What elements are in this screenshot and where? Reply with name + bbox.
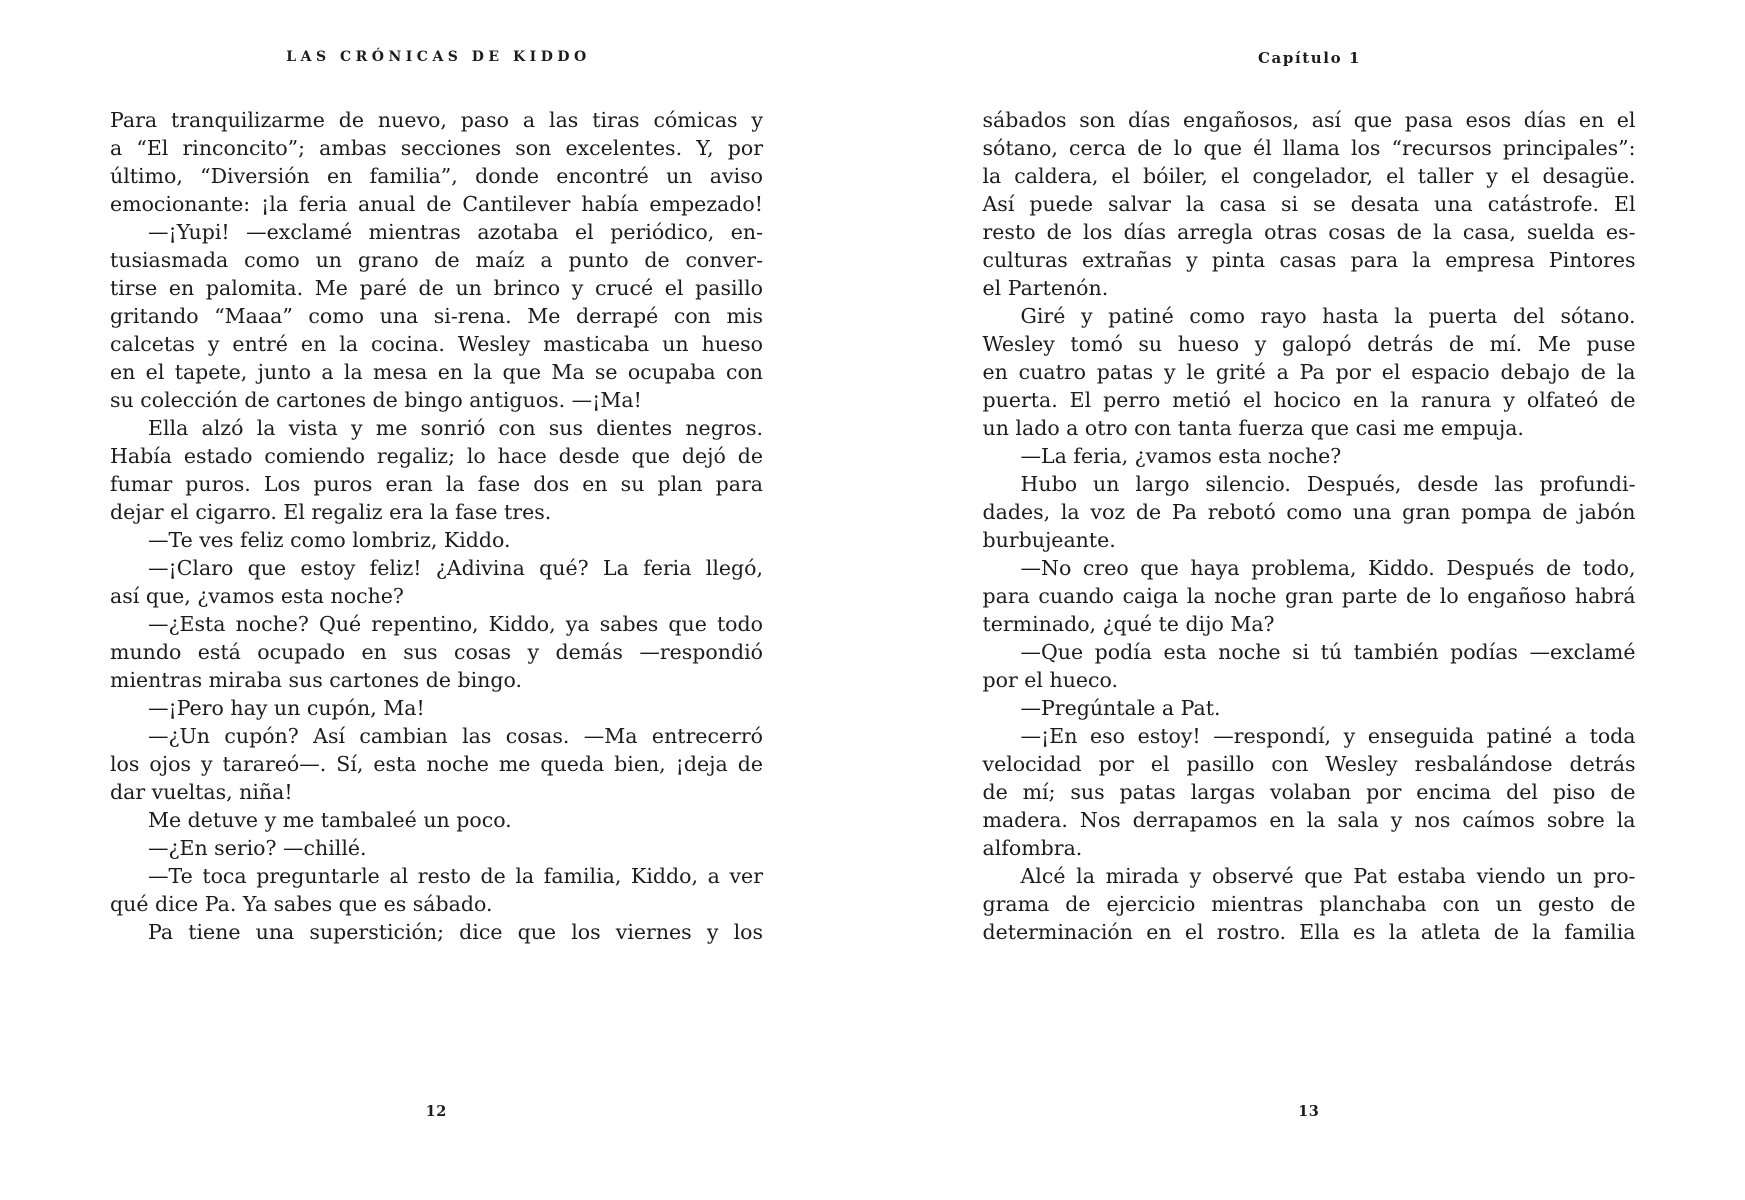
text-line: velocidad por el pasillo con Wesley resbalándose detrás [982,752,1636,776]
text-line: —Pregúntale a Pat. [1020,696,1221,720]
text-line: madera. Nos derrapamos en la sala y nos caímos sobre la [982,808,1636,832]
text-line: dejar el cigarro. El regaliz era la fase tres. [110,500,552,524]
text-line: qué dice Pa. Ya sabes que es sábado. [110,892,493,916]
text-line: puerta. El perro metió el hocico en la ranura y olfateó de [982,388,1636,412]
text-line: Así puede salvar la casa si se desata una catástrofe. El [982,192,1636,216]
text-line: —¿Esta noche? Qué repentino, Kiddo, ya sabes que todo [148,612,763,636]
text-line: tirse en palomita. Me paré de un brinco y crucé el pasillo [110,276,763,300]
text-line: Me detuve y me tambaleé un poco. [148,808,512,832]
text-line: —Te toca preguntarle al resto de la familia, Kiddo, a ver [148,864,763,888]
text-line: Wesley tomó su hueso y galopó detrás de mí. Me puse [982,332,1636,356]
text-line: último, “Diversión en familia”, donde encontré un aviso [110,164,763,188]
text-line: así que, ¿vamos esta noche? [110,584,404,608]
text-line: dar vueltas, niña! [110,780,293,804]
text-line: grama de ejercicio mientras planchaba con un gesto de [982,892,1636,916]
text-line: dades, la voz de Pa rebotó como una gran pompa de jabón [982,500,1636,524]
text-line: burbujeante. [982,528,1116,552]
text-line: mientras miraba sus cartones de bingo. [110,668,522,692]
text-line: emocionante: ¡la feria anual de Cantilever había empezado! [110,192,763,216]
text-line: —¡Pero hay un cupón, Ma! [148,696,425,720]
text-line: terminado, ¿qué te dijo Ma? [982,612,1275,636]
running-head-left: LAS CRÓNICAS DE KIDDO [286,49,591,65]
text-line: Alcé la mirada y observé que Pat estaba viendo un pro- [1020,864,1636,888]
text-line: gritando “Maaa” como una si-rena. Me derrapé con mis [110,304,763,328]
page-number-left: 12 [425,1103,447,1120]
text-column-left [110,106,763,946]
text-line: para cuando caiga la noche gran parte de lo engañoso habrá [982,584,1636,608]
text-line: —¿Un cupón? Así cambian las cosas. —Ma entrecerró [148,724,763,748]
text-line: —No creo que haya problema, Kiddo. Después de todo, [1020,556,1636,580]
text-line: los ojos y tarareó—. Sí, esta noche me queda bien, ¡deja de [110,752,763,776]
text-line: a “El rinconcito”; ambas secciones son excelentes. Y, por [110,136,763,160]
text-line: Ella alzó la vista y me sonrió con sus dientes negros. [148,416,763,440]
text-line: —Que podía esta noche si tú también podías —exclamé [1020,640,1636,664]
text-line: —¡Yupi! —exclamé mientras azotaba el periódico, en- [148,220,763,244]
text-line: por el hueco. [982,668,1119,692]
text-line: tusiasmada como un grano de maíz a punto de conver- [110,248,763,272]
text-line: el Partenón. [982,276,1109,300]
text-line: determinación en el rostro. Ella es la atleta de la familia [982,920,1636,944]
text-line: —La feria, ¿vamos esta noche? [1020,444,1342,468]
text-line: —Te ves feliz como lombriz, Kiddo. [148,528,511,552]
text-line: en cuatro patas y le grité a Pa por el espacio debajo de la [982,360,1636,384]
text-line: Pa tiene una superstición; dice que los viernes y los [148,920,763,944]
text-line: mundo está ocupado en sus cosas y demás —respondió [110,640,763,664]
text-line: Hubo un largo silencio. Después, desde las profundi- [1020,472,1636,496]
text-line: un lado a otro con tanta fuerza que casi me empuja. [982,416,1524,440]
text-line: calcetas y entré en la cocina. Wesley masticaba un hueso [110,332,763,356]
text-line: Para tranquilizarme de nuevo, paso a las tiras cómicas y [110,108,763,132]
text-line: alfombra. [982,836,1083,860]
text-line: en el tapete, junto a la mesa en la que Ma se ocupaba con [110,360,763,384]
text-line: resto de los días arregla otras cosas de la casa, suelda es- [982,220,1636,244]
running-head-right: Capítulo 1 [1258,49,1362,67]
text-line: culturas extrañas y pinta casas para la empresa Pintores [982,248,1636,272]
text-line: de mí; sus patas largas volaban por encima del piso de [982,780,1636,804]
text-line: sótano, cerca de lo que él llama los “recursos principales”: [982,136,1636,160]
text-line: Había estado comiendo regaliz; lo hace desde que dejó de [110,444,763,468]
text-line: la caldera, el bóiler, el congelador, el taller y el desagüe. [982,164,1636,188]
text-line: fumar puros. Los puros eran la fase dos en su plan para [110,472,763,496]
text-line: sábados son días engañosos, así que pasa esos días en el [982,108,1636,132]
text-line: su colección de cartones de bingo antiguos. —¡Ma! [110,388,642,412]
page-right [873,0,1745,1200]
text-line: Giré y patiné como rayo hasta la puerta del sótano. [1020,304,1636,328]
text-line: —¿En serio? —chillé. [148,836,367,860]
text-line: —¡Claro que estoy feliz! ¿Adivina qué? La feria llegó, [148,556,763,580]
text-line: —¡En eso estoy! —respondí, y enseguida patiné a toda [1020,724,1636,748]
page-number-right: 13 [1298,1103,1320,1120]
text-column-right [983,106,1636,946]
